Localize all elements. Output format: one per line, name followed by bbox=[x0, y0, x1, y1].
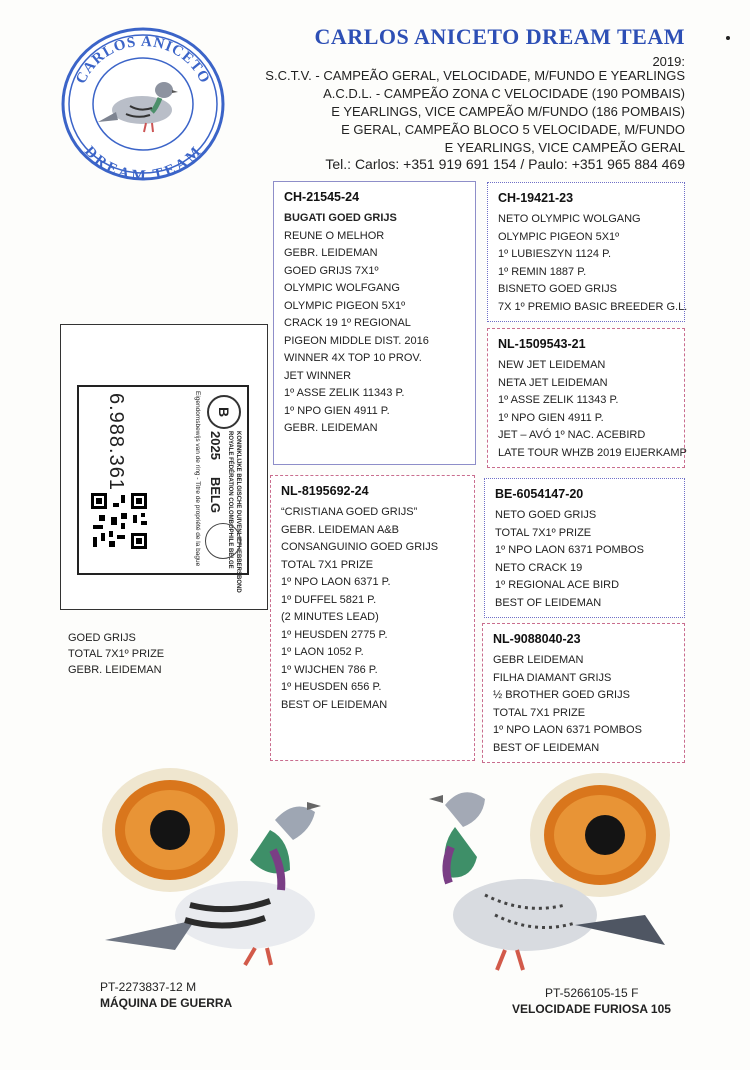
ring-ownership-card bbox=[60, 324, 268, 610]
dam-sire-line: 1º NPO LAON 6371 POMBOS bbox=[495, 544, 644, 556]
sire-dam-line: NETA JET LEIDEMAN bbox=[498, 376, 608, 389]
dam-line: 1º HEUSDEN 656 P. bbox=[281, 681, 382, 693]
pedigree-dam-sire-box bbox=[484, 478, 685, 618]
sire-line: WINNER 4X TOP 10 PROV. bbox=[284, 352, 422, 364]
left-bird-ring: PT-2273837-12 M bbox=[100, 980, 197, 994]
sire-sire-line: 1º REMIN 1887 P. bbox=[498, 265, 587, 278]
decor-dot bbox=[726, 36, 730, 40]
dam-line: 1º LAON 1052 P. bbox=[281, 646, 364, 658]
goed-grijs-note bbox=[68, 630, 164, 678]
pedigree-sire-box bbox=[273, 181, 476, 465]
achievement-line: S.C.T.V. - CAMPEÃO GERAL, VELOCIDADE, M/FUNDO E YEARLINGS bbox=[265, 68, 685, 83]
left-pigeon-illustration bbox=[95, 760, 335, 980]
pedigree-dam-box bbox=[270, 475, 475, 761]
sire-dam-line: JET – AVÓ 1º NAC. ACEBIRD bbox=[498, 429, 646, 441]
left-eye-icon bbox=[102, 768, 238, 892]
dam-sire-line: BEST OF LEIDEMAN bbox=[495, 596, 602, 609]
sire-sire-line: 1º LUBIESZYN 1124 P. bbox=[498, 248, 612, 260]
logo-text-top: CARLOS ANICETO bbox=[73, 33, 213, 87]
dam-dam-line: FILHA DIAMANT GRIJS bbox=[493, 671, 612, 684]
ring-number: 6.988.361 bbox=[105, 393, 127, 491]
sire-line: GOED GRIJS 7X1º bbox=[284, 264, 379, 277]
dam-sire-ring-id: BE-6054147-20 bbox=[495, 487, 584, 501]
pedigree-dam-dam-box bbox=[482, 623, 685, 763]
dam-line: BEST OF LEIDEMAN bbox=[281, 698, 388, 711]
right-eye-icon bbox=[530, 773, 670, 897]
dam-sire-line: 1º REGIONAL ACE BIRD bbox=[495, 579, 620, 591]
ring-year: 2025 bbox=[208, 431, 223, 460]
goed-line: TOTAL 7X1º PRIZE bbox=[68, 648, 165, 660]
goed-line: GOED GRIJS bbox=[68, 632, 136, 644]
dam-line: 1º NPO LAON 6371 P. bbox=[281, 576, 391, 588]
right-bird-ring: PT-5266105-15 F bbox=[545, 986, 639, 1000]
dam-line: (2 MINUTES LEAD) bbox=[281, 611, 379, 623]
year-label: 2019: bbox=[652, 54, 685, 69]
federation-logo-icon: B bbox=[207, 395, 241, 429]
federation-name-fr: ROYALE FÉDÉRATION COLOMBOPHILE BELGE bbox=[227, 431, 233, 569]
right-bird-name: VELOCIDADE FURIOSA 105 bbox=[512, 1002, 671, 1016]
sire-line: CRACK 19 1º REGIONAL bbox=[284, 317, 411, 329]
dam-line: 1º WIJCHEN 786 P. bbox=[281, 663, 378, 676]
sire-line: BUGATI GOED GRIJS bbox=[284, 212, 397, 224]
sire-line: OLYMPIC WOLFGANG bbox=[284, 282, 400, 294]
sire-sire-line: BISNETO GOED GRIJS bbox=[498, 283, 617, 295]
sire-sire-line: OLYMPIC PIGEON 5X1º bbox=[498, 230, 620, 243]
sire-dam-ring-id: NL-1509543-21 bbox=[498, 337, 586, 351]
sire-line: JET WINNER bbox=[284, 369, 352, 382]
stamp-icon bbox=[205, 523, 241, 559]
team-logo bbox=[60, 26, 226, 182]
dam-dam-line: TOTAL 7X1 PRIZE bbox=[493, 706, 586, 719]
sire-sire-ring-id: CH-19421-23 bbox=[498, 191, 574, 205]
achievement-line: A.C.D.L. - CAMPEÃO ZONA C VELOCIDADE (190 POMBAIS) bbox=[323, 86, 685, 101]
left-bird-name: MÁQUINA DE GUERRA bbox=[100, 996, 233, 1010]
sire-sire-line: 7X 1º PREMIO BASIC BREEDER G.L. bbox=[498, 300, 688, 313]
sire-ring-id: CH-21545-24 bbox=[284, 190, 360, 204]
achievement-line: E GERAL, CAMPEÃO BLOCO 5 VELOCIDADE, M/FUNDO bbox=[341, 122, 685, 137]
sire-line: PIGEON MIDDLE DIST. 2016 bbox=[284, 334, 429, 347]
ring-country: BELG bbox=[208, 477, 223, 514]
dam-line: TOTAL 7X1 PRIZE bbox=[281, 558, 374, 571]
dam-dam-line: ½ BROTHER GOED GRIJS bbox=[493, 689, 630, 701]
sire-dam-line: 1º ASSE ZELIK 11343 P. bbox=[498, 394, 619, 406]
dam-ring-id: NL-8195692-24 bbox=[281, 484, 369, 498]
sire-dam-line: 1º NPO GIEN 4911 P. bbox=[498, 411, 604, 424]
sire-sire-line: NETO OLYMPIC WOLGANG bbox=[498, 213, 641, 225]
dam-dam-line: GEBR LEIDEMAN bbox=[493, 654, 584, 666]
dam-line: “CRISTIANA GOED GRIJS” bbox=[281, 506, 418, 518]
dam-sire-line: NETO CRACK 19 bbox=[495, 561, 583, 574]
sire-line: 1º NPO GIEN 4911 P. bbox=[284, 404, 390, 417]
goed-line: GEBR. LEIDEMAN bbox=[68, 664, 162, 676]
sire-dam-line: NEW JET LEIDEMAN bbox=[498, 359, 606, 371]
dam-line: GEBR. LEIDEMAN A&B bbox=[281, 523, 399, 536]
sire-dam-line: LATE TOUR WHZB 2019 EIJERKAMP bbox=[498, 446, 687, 459]
pedigree-sire-dam-box bbox=[487, 328, 685, 468]
sire-line: GEBR. LEIDEMAN bbox=[284, 247, 378, 259]
owner-note: Eigendomsbewijs van de ring - Titre de propriété de la bague bbox=[194, 391, 201, 567]
team-title: CARLOS ANICETO DREAM TEAM bbox=[314, 24, 685, 49]
sire-line: REUNE O MELHOR bbox=[284, 229, 385, 242]
sire-line: 1º ASSE ZELIK 11343 P. bbox=[284, 387, 405, 399]
ring-certificate bbox=[77, 385, 249, 593]
right-pigeon-illustration bbox=[425, 765, 675, 985]
dam-dam-ring-id: NL-9088040-23 bbox=[493, 632, 581, 646]
sire-line: OLYMPIC PIGEON 5X1º bbox=[284, 299, 406, 312]
achievement-line: E YEARLINGS, VICE CAMPEÃO M/FUNDO (186 POMBAIS) bbox=[331, 104, 685, 119]
dam-dam-line: 1º NPO LAON 6371 POMBOS bbox=[493, 724, 642, 736]
federation-name-nl: KONINKLIJKE BELGISCHE DUIVENLIEFHEBBERSBOND bbox=[235, 431, 241, 593]
dam-line: 1º HEUSDEN 2775 P. bbox=[281, 628, 388, 641]
dam-line: 1º DUFFEL 5821 P. bbox=[281, 593, 377, 606]
dam-sire-line: NETO GOED GRIJS bbox=[495, 509, 597, 521]
contact-phones: Tel.: Carlos: +351 919 691 154 / Paulo: +351 965 884 469 bbox=[325, 156, 685, 172]
pedigree-sire-sire-box bbox=[487, 182, 688, 322]
qr-code-icon bbox=[89, 491, 149, 551]
achievement-line: E YEARLINGS, VICE CAMPEÃO GERAL bbox=[444, 140, 685, 155]
dam-dam-line: BEST OF LEIDEMAN bbox=[493, 741, 600, 754]
sire-line: GEBR. LEIDEMAN bbox=[284, 422, 378, 434]
logo-text-bottom: DREAM TEAM bbox=[81, 143, 205, 182]
dam-line: CONSANGUINIO GOED GRIJS bbox=[281, 541, 439, 553]
dam-sire-line: TOTAL 7X1º PRIZE bbox=[495, 526, 592, 539]
